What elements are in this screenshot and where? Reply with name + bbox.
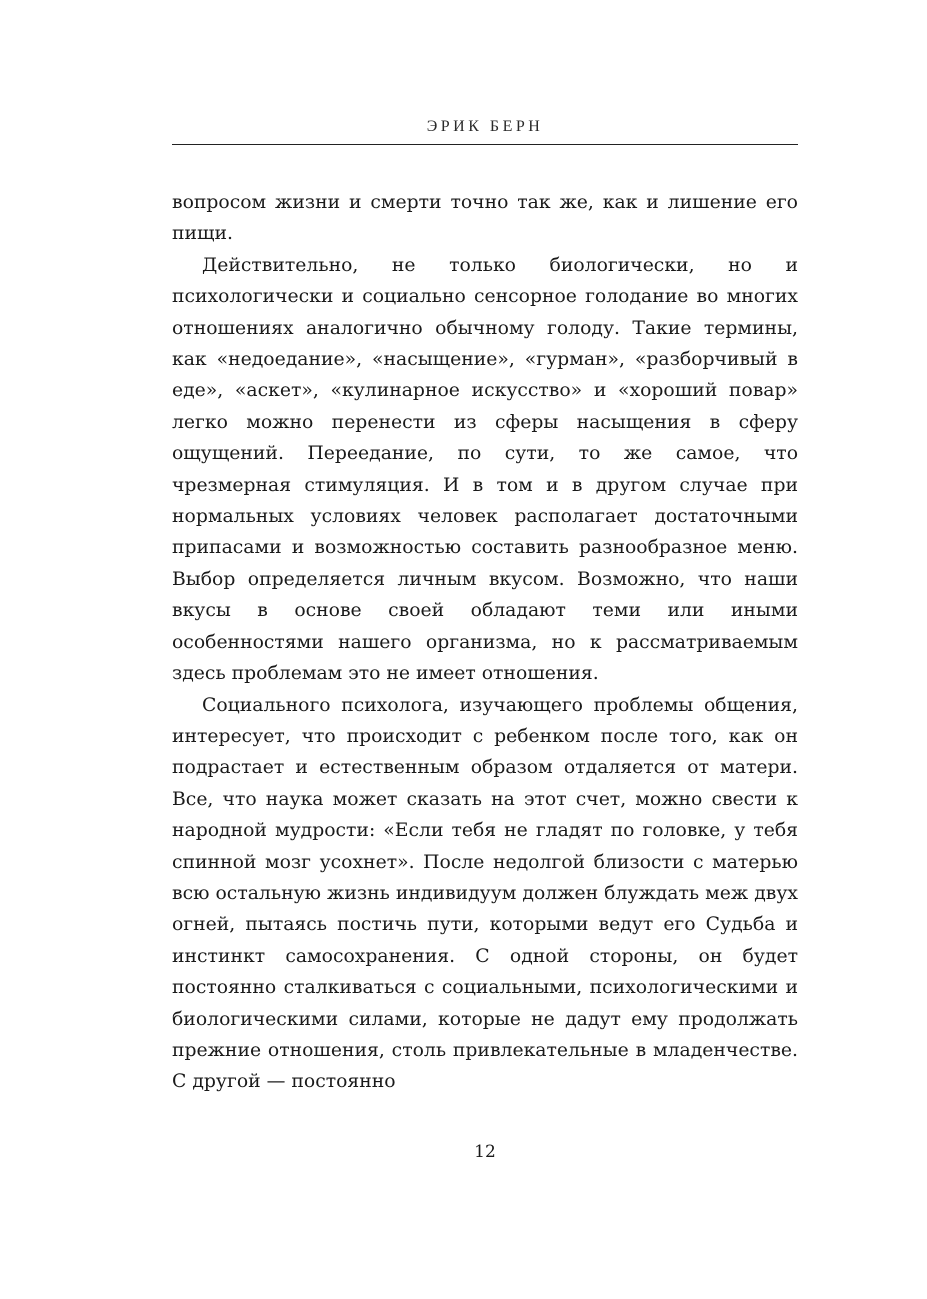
running-head-author: ЭРИК БЕРН	[426, 118, 544, 135]
paragraph: Действительно, не только биологически, но и психологически и социально сенсорное голодание во многих отношениях аналогично обычному голоду. Такие термины, как «недоедание», «насыщение», «гурман», «разборчивый в еде», «аскет», «кулинарное искусство» и «хороший повар» легко можно перенести из сферы насыщения в сферу ощущений. Переедание, по сути, то же самое, что чрезмерная стимуляция. И в том и в другом случае при нормальных условиях человек располагает достаточными припасами и возможностью составить разнообразное меню. Выбор определяется личным вкусом. Возможно, что наши вкусы в основе своей обладают теми или иными особенностями нашего организма, но к рассматриваемым здесь проблемам это не имеет отношения.	[172, 254, 798, 685]
page-number: 12	[474, 1142, 496, 1162]
paragraph-continuation: вопросом жизни и смерти точно так же, как и лишение его пищи.	[172, 192, 798, 245]
header-rule	[172, 144, 798, 145]
paragraph: Социального психолога, изучающего проблемы общения, интересует, что происходит с ребенком после того, как он подрастает и естественным образом отдаляется от матери. Все, что наука может сказать на этот счет, можно свести к народной мудрости: «Если тебя не гладят по головке, у тебя спинной мозг усохнет». После недолгой близости с матерью всю остальную жизнь индивидуум должен блуждать меж двух огней, пытаясь постичь пути, которыми ведут его Судьба и инстинкт самосохранения. С одной стороны, он будет постоянно сталкиваться с социальными, психологическими и биологическими силами, которые не дадут ему продолжать прежние отношения, столь привлекательные в младенчестве. С другой — постоянно	[172, 694, 798, 1093]
body-text	[172, 187, 798, 1098]
